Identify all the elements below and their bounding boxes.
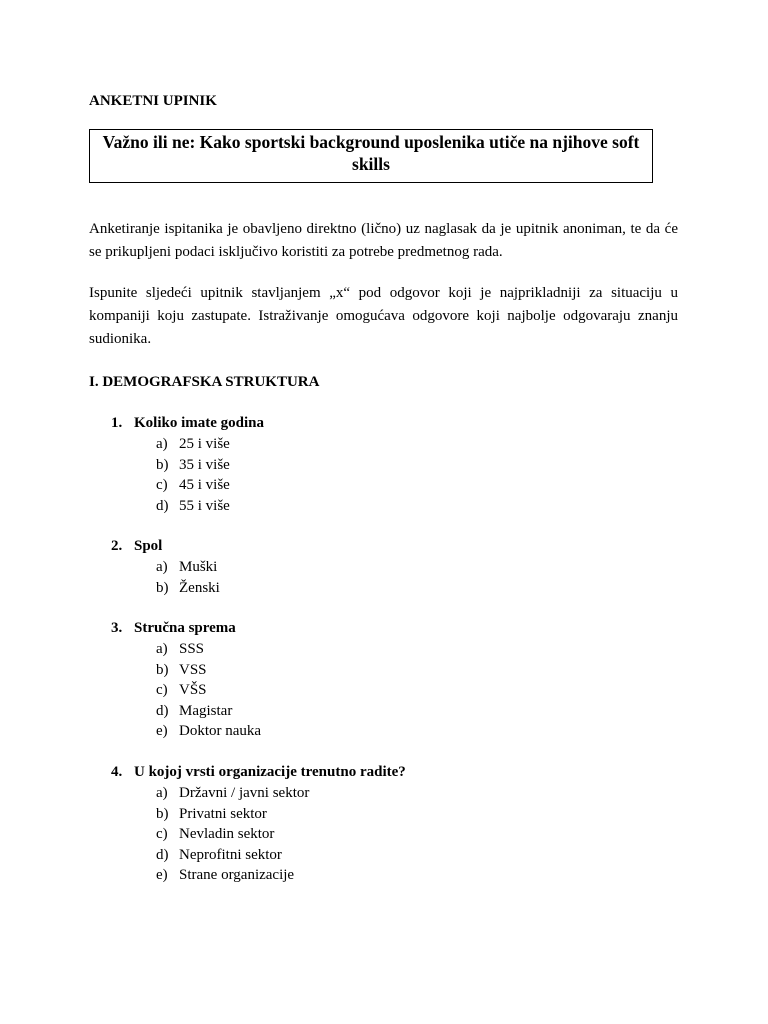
title-line-1: Važno ili ne: Kako sportski background uposlenika utiče na njihove soft: [102, 132, 640, 152]
question-3: [111, 618, 261, 742]
option-text: Strane organizacije: [179, 867, 295, 884]
option-text: Magistar: [179, 702, 233, 719]
option-letter: d): [156, 846, 169, 863]
question-number: 1.: [111, 415, 123, 431]
option-item[interactable]: [156, 660, 261, 681]
option-list: [156, 434, 264, 516]
option-text: VSS: [179, 661, 207, 678]
option-text: 35 i više: [179, 456, 230, 473]
option-item[interactable]: [156, 578, 220, 599]
document-header: ANKETNI UPINIK: [89, 93, 217, 109]
option-text: Ženski: [179, 579, 220, 596]
option-text: Muški: [179, 559, 218, 575]
option-letter: b): [156, 456, 169, 473]
option-item[interactable]: [156, 865, 406, 886]
intro-paragraph-2: Ispunite sljedeći upitnik stavljanjem „x“ pod odgovor koji je najprikladniji za situaciju u kompaniji koju zastupate. Istraživanje omogućava odgovore koji najbolje odgovaraju znanju sudionika.: [89, 285, 678, 347]
option-letter: a): [156, 641, 168, 657]
option-item[interactable]: [156, 455, 264, 476]
option-letter: a): [156, 559, 168, 575]
question-1: [111, 413, 264, 516]
question-title: [111, 536, 220, 557]
question-number: 2.: [111, 538, 123, 554]
option-item[interactable]: [156, 804, 406, 825]
question-4: [111, 762, 406, 886]
option-letter: c): [156, 477, 168, 494]
option-letter: c): [156, 682, 168, 699]
option-letter: e): [156, 723, 168, 740]
option-text: 55 i više: [179, 497, 230, 514]
option-letter: a): [156, 785, 168, 801]
option-text: Nevladin sektor: [179, 826, 275, 843]
option-item[interactable]: [156, 475, 264, 496]
option-letter: b): [156, 805, 169, 822]
question-text: Koliko imate godina: [134, 415, 265, 431]
option-item[interactable]: [156, 721, 261, 742]
question-text: U kojoj vrsti organizacije trenutno radite?: [134, 764, 406, 780]
option-item[interactable]: [156, 639, 261, 660]
option-text: Doktor nauka: [179, 723, 262, 740]
question-text: Spol: [134, 538, 163, 554]
option-letter: d): [156, 497, 169, 514]
option-list: [156, 557, 220, 598]
question-title: [111, 413, 264, 434]
option-item[interactable]: [156, 701, 261, 722]
option-item[interactable]: [156, 434, 264, 455]
question-text: Stručna sprema: [134, 620, 236, 636]
option-letter: e): [156, 867, 168, 884]
question-title: [111, 762, 406, 783]
question-title: [111, 618, 261, 639]
intro-paragraph-1: Anketiranje ispitanika je obavljeno direktno (lično) uz naglasak da je upitnik anoniman, te da će se prikupljeni podaci isključivo koristiti za potrebe predmetnog rada.: [89, 221, 678, 260]
option-item[interactable]: [156, 824, 406, 845]
option-text: Državni / javni sektor: [179, 785, 310, 801]
option-item[interactable]: [156, 557, 220, 578]
question-2: [111, 536, 220, 598]
section-title: I. DEMOGRAFSKA STRUKTURA: [89, 374, 320, 390]
option-item[interactable]: [156, 783, 406, 804]
option-text: SSS: [179, 641, 205, 657]
option-item[interactable]: [156, 845, 406, 866]
option-letter: c): [156, 826, 168, 843]
option-text: VŠS: [179, 682, 207, 699]
title-line-2: skills: [352, 154, 390, 174]
option-list: [156, 639, 261, 742]
option-text: Privatni sektor: [179, 805, 267, 822]
title-box: [89, 129, 653, 183]
option-item[interactable]: [156, 680, 261, 701]
option-letter: d): [156, 702, 169, 719]
question-number: 3.: [111, 620, 123, 636]
option-text: 45 i više: [179, 477, 230, 494]
option-letter: a): [156, 436, 168, 452]
option-text: 25 i više: [179, 436, 230, 452]
option-letter: b): [156, 661, 169, 678]
option-list: [156, 783, 406, 886]
option-item[interactable]: [156, 496, 264, 517]
question-number: 4.: [111, 764, 123, 780]
option-letter: b): [156, 579, 169, 596]
option-text: Neprofitni sektor: [179, 846, 282, 863]
